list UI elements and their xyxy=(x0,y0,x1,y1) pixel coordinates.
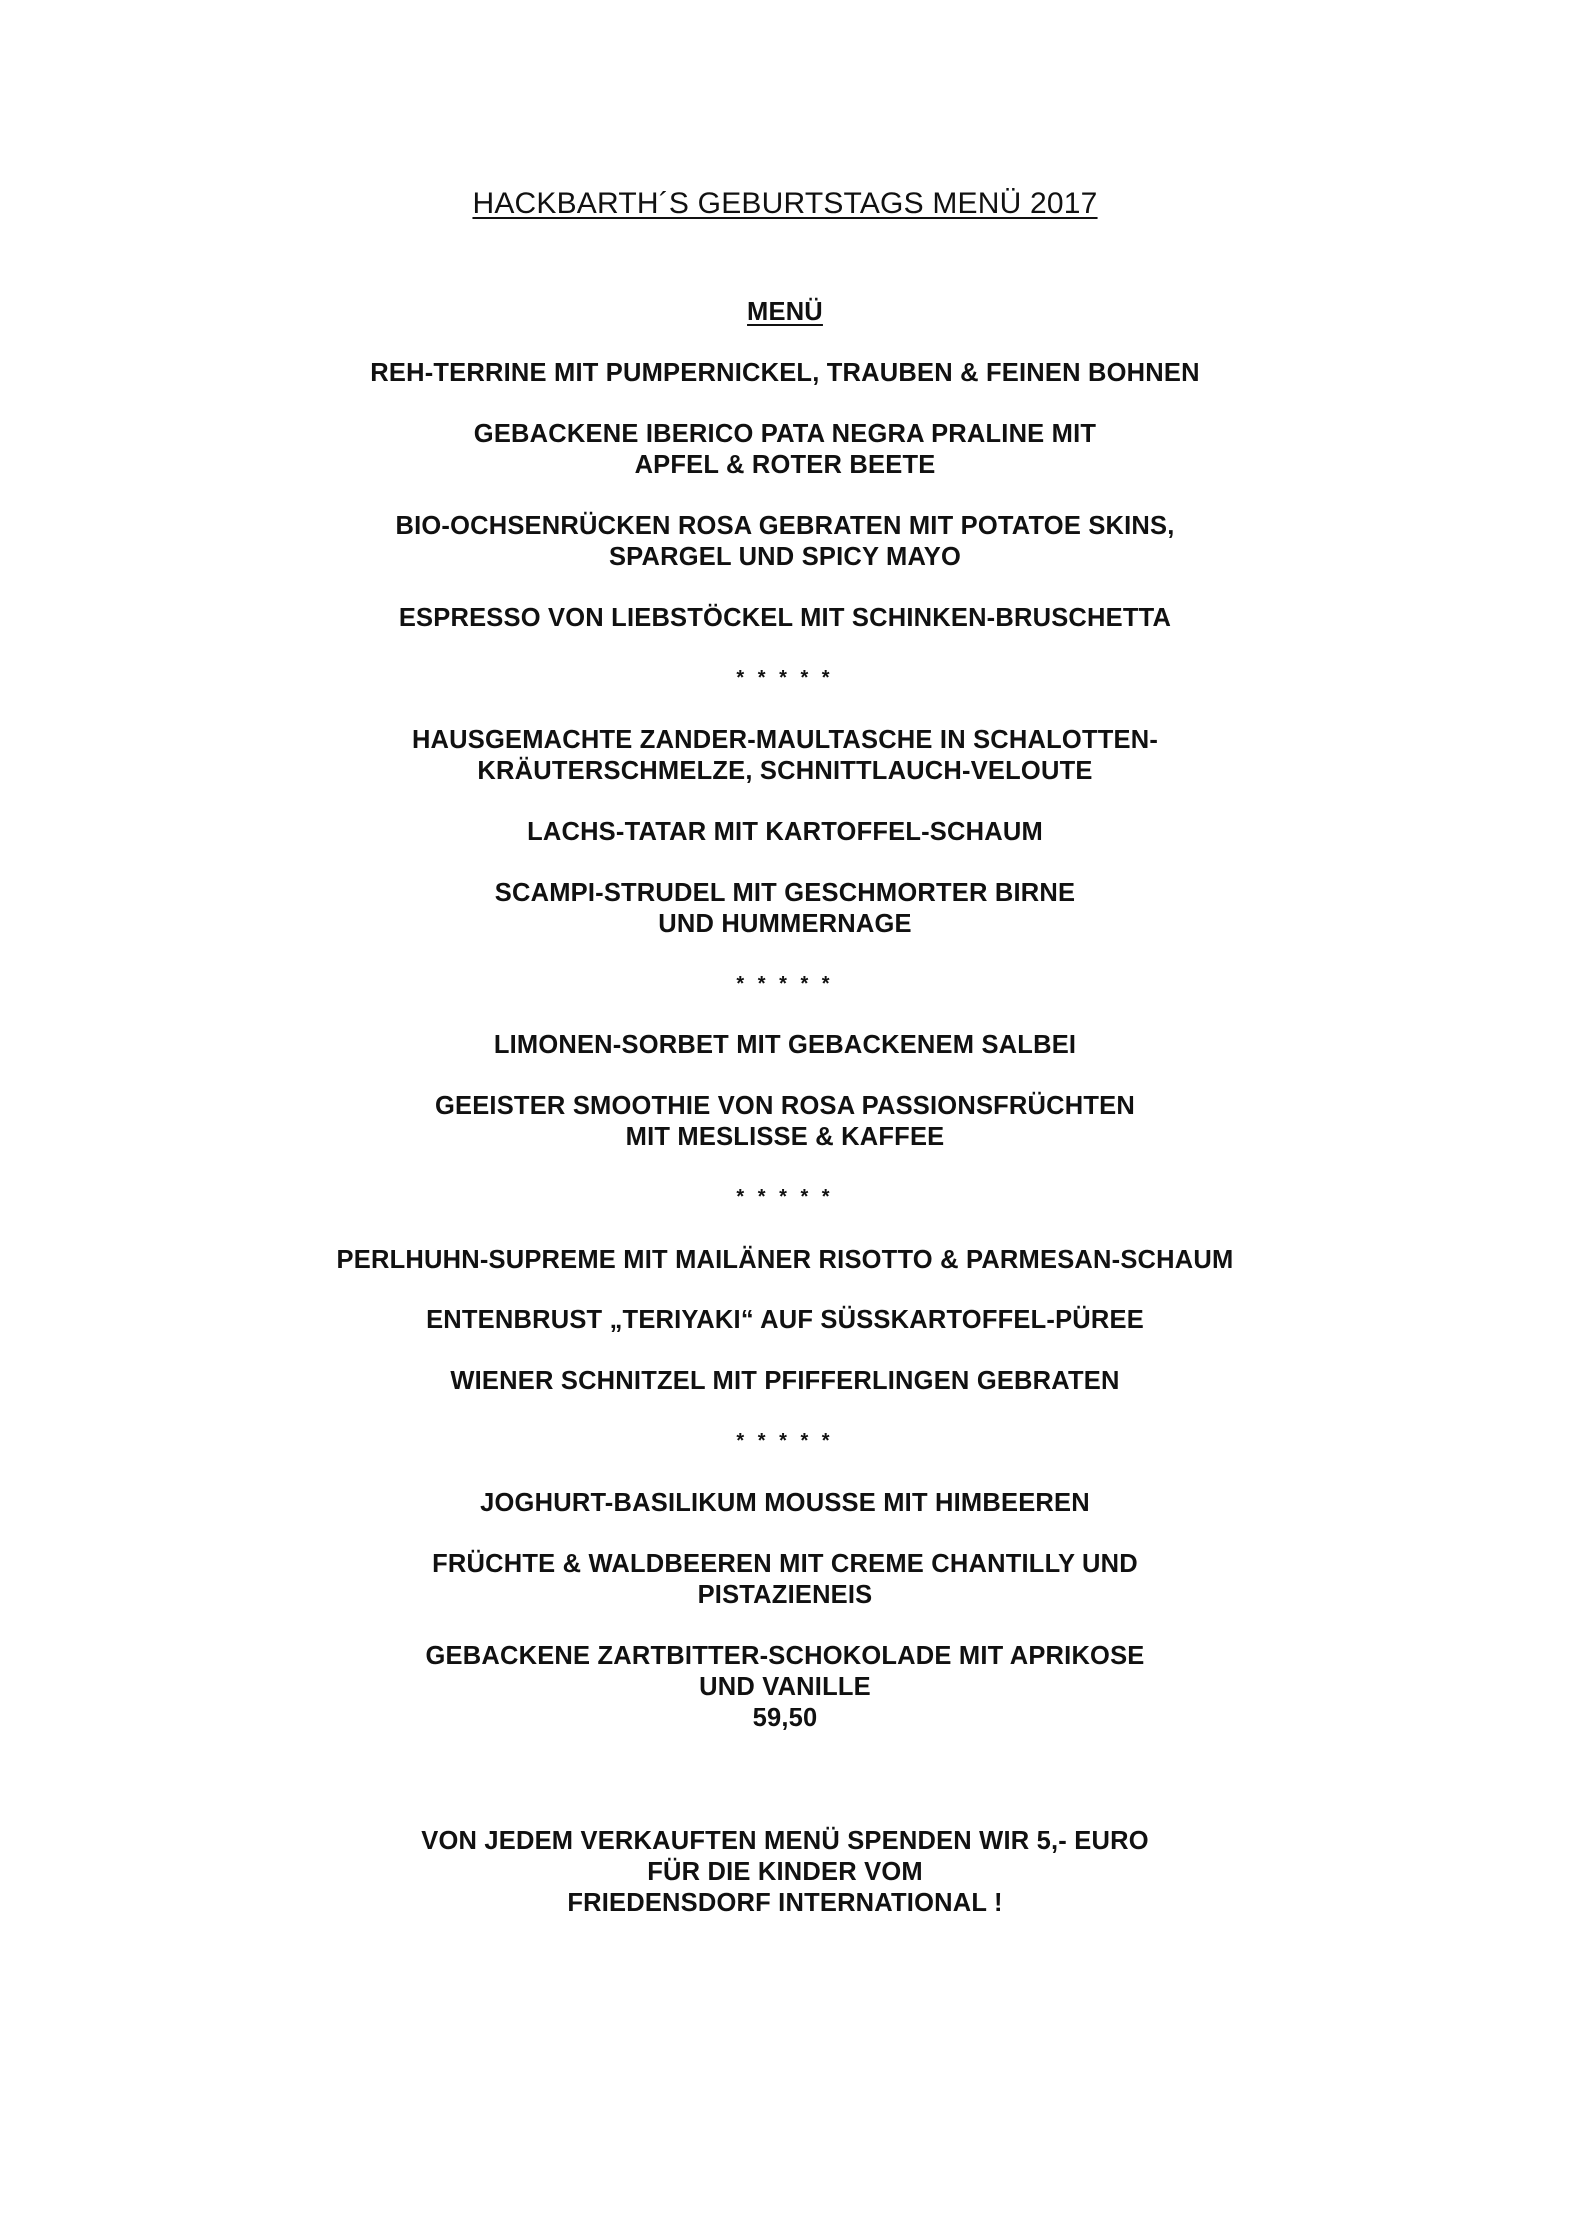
menu-item-lachs-tatar: LACHS-TATAR MIT KARTOFFEL-SCHAUM xyxy=(527,818,1043,846)
menu-item-maultasche-line2: KRÄUTERSCHMELZE, SCHNITTLAUCH-VELOUTE xyxy=(477,757,1093,785)
menu-item-wiener-schnitzel: WIENER SCHNITZEL MIT PFIFFERLINGEN GEBRATEN xyxy=(450,1367,1120,1395)
separator: * * * * * xyxy=(736,667,834,689)
page-title: HACKBARTH´S GEBURTSTAGS MENÜ 2017 xyxy=(472,187,1098,220)
menu-item-scampi-line2: UND HUMMERNAGE xyxy=(658,910,912,938)
menu-item-iberico-line1: GEBACKENE IBERICO PATA NEGRA PRALINE MIT xyxy=(473,420,1097,448)
separator: * * * * * xyxy=(736,973,834,995)
menu-item-entenbrust: ENTENBRUST „TERIYAKI“ AUF SÜSSKARTOFFEL-PÜREE xyxy=(426,1306,1144,1334)
menu-item-iberico-line2: APFEL & ROTER BEETE xyxy=(634,451,936,479)
menu-item-limonen-sorbet: LIMONEN-SORBET MIT GEBACKENEM SALBEI xyxy=(493,1031,1077,1059)
menu-item-espresso: ESPRESSO VON LIEBSTÖCKEL MIT SCHINKEN-BRUSCHETTA xyxy=(398,604,1172,632)
separator: * * * * * xyxy=(736,1186,834,1208)
donation-note-line2: FÜR DIE KINDER VOM xyxy=(647,1858,923,1886)
menu-item-smoothie-line2: MIT MESLISSE & KAFFEE xyxy=(625,1123,945,1151)
menu-item-fruechte-line2: PISTAZIENEIS xyxy=(697,1581,873,1609)
menu-item-fruechte-line1: FRÜCHTE & WALDBEEREN MIT CREME CHANTILLY UND xyxy=(432,1550,1138,1578)
menu-item-maultasche-line1: HAUSGEMACHTE ZANDER-MAULTASCHE IN SCHALOTTEN- xyxy=(411,726,1159,754)
donation-note-line3: FRIEDENSDORF INTERNATIONAL ! xyxy=(567,1889,1003,1917)
menu-item-reh-terrine: REH-TERRINE MIT PUMPERNICKEL, TRAUBEN & FEINEN BOHNEN xyxy=(370,359,1200,387)
menu-price: 59,50 xyxy=(752,1704,818,1732)
menu-item-joghurt-mousse: JOGHURT-BASILIKUM MOUSSE MIT HIMBEEREN xyxy=(480,1489,1090,1517)
separator: * * * * * xyxy=(736,1430,834,1452)
menu-item-ochsenruecken-line2: SPARGEL UND SPICY MAYO xyxy=(608,543,962,571)
donation-note-line1: VON JEDEM VERKAUFTEN MENÜ SPENDEN WIR 5,- EURO xyxy=(421,1827,1149,1855)
menu-item-schokolade-line1: GEBACKENE ZARTBITTER-SCHOKOLADE MIT APRIKOSE xyxy=(425,1642,1145,1670)
menu-item-perlhuhn: PERLHUHN-SUPREME MIT MAILÄNER RISOTTO & PARMESAN-SCHAUM xyxy=(336,1246,1234,1274)
menu-heading: MENÜ xyxy=(747,298,823,326)
menu-item-schokolade-line2: UND VANILLE xyxy=(699,1673,871,1701)
menu-item-scampi-line1: SCAMPI-STRUDEL MIT GESCHMORTER BIRNE xyxy=(494,879,1076,907)
menu-item-smoothie-line1: GEEISTER SMOOTHIE VON ROSA PASSIONSFRÜCHTEN xyxy=(434,1092,1135,1120)
menu-item-ochsenruecken-line1: BIO-OCHSENRÜCKEN ROSA GEBRATEN MIT POTATOE SKINS, xyxy=(395,512,1175,540)
